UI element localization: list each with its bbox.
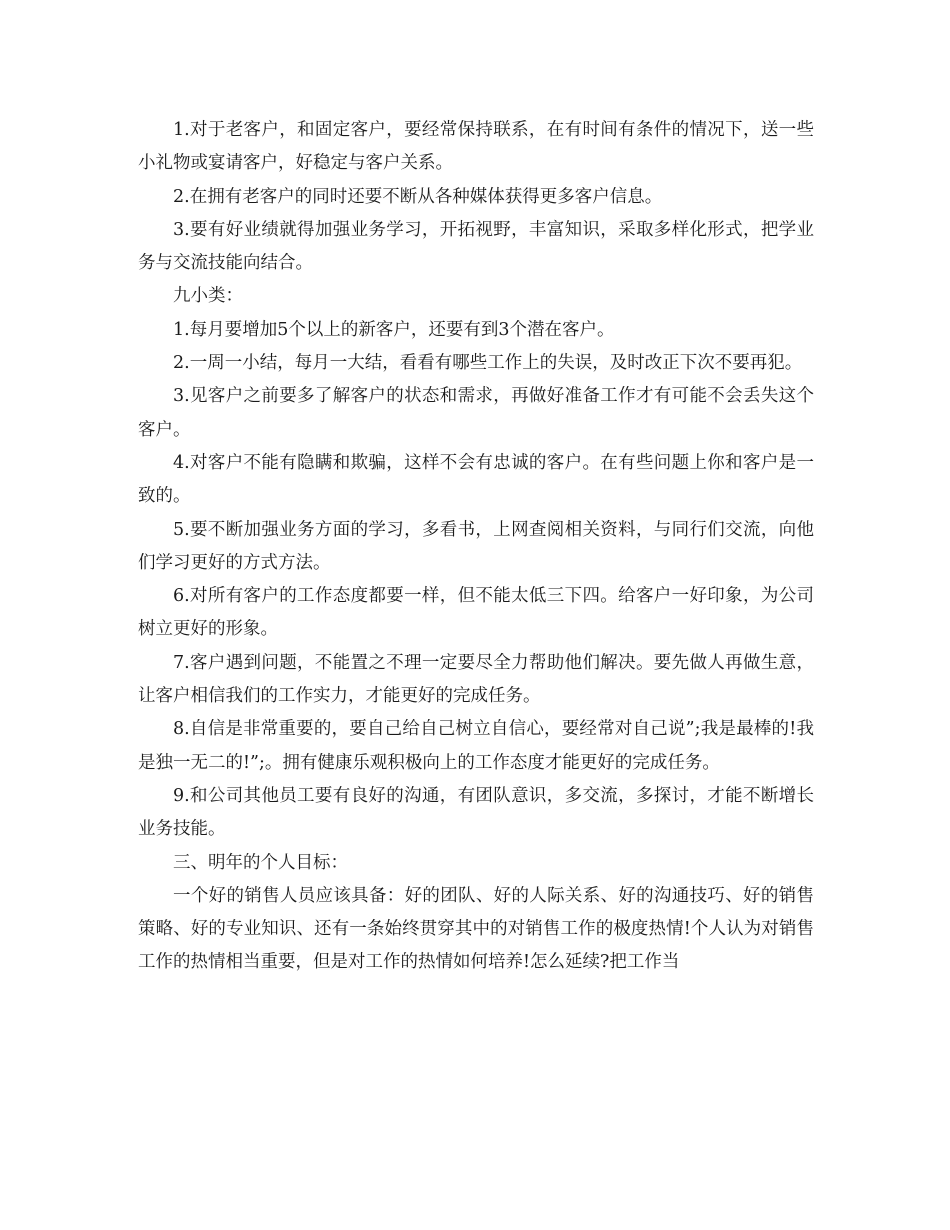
document-body bbox=[138, 114, 814, 980]
section-heading-personal-goals: 三、明年的个人目标： bbox=[173, 852, 348, 873]
paragraph-10: 6.对所有客户的工作态度都要一样，但不能太低三下四。给客户一好印象，为公司树立更好的形象。 bbox=[138, 586, 814, 640]
section-heading-nine-categories: 九小类： bbox=[173, 286, 243, 307]
paragraph-15: 一个好的销售人员应该具备：好的团队、好的人际关系、好的沟通技巧、好的销售策略、好的专业知识、还有一条始终贯穿其中的对销售工作的极度热情!个人认为对销售工作的热情相当重要，但是对工作的热情如何培养!怎么延续?把工作当 bbox=[138, 885, 814, 973]
paragraph-11: 7.客户遇到问题，不能置之不理一定要尽全力帮助他们解决。要先做人再做生意，让客户相信我们的工作实力，才能更好的完成任务。 bbox=[138, 652, 814, 707]
paragraph-3: 3.要有好业绩就得加强业务学习，开拓视野，丰富知识，采取多样化形式，把学业务与交流技能向结合。 bbox=[138, 219, 814, 274]
paragraph-7: 3.见客户之前要多了解客户的状态和需求，再做好准备工作才有可能不会丢失这个客户。 bbox=[138, 386, 814, 440]
paragraph-5: 1.每月要增加5个以上的新客户，还要有到3个潜在客户。 bbox=[173, 319, 615, 340]
paragraph-1: 1.对于老客户，和固定客户，要经常保持联系，在有时间有条件的情况下，送一些小礼物或宴请客户，好稳定与客户关系。 bbox=[138, 120, 814, 174]
paragraph-12: 8.自信是非常重要的，要自己给自己树立自信心，要经常对自己说”;我是最棒的!我是独一无二的!”;。拥有健康乐观积极向上的工作态度才能更好的完成任务。 bbox=[138, 719, 814, 773]
paragraph-9: 5.要不断加强业务方面的学习，多看书，上网查阅相关资料，与同行们交流，向他们学习更好的方式方法。 bbox=[138, 519, 814, 573]
paragraph-13: 9.和公司其他员工要有良好的沟通，有团队意识，多交流，多探讨，才能不断增长业务技能。 bbox=[138, 785, 814, 840]
paragraph-8: 4.对客户不能有隐瞒和欺骗，这样不会有忠诚的客户。在有些问题上你和客户是一致的。 bbox=[138, 452, 814, 507]
paragraph-2: 2.在拥有老客户的同时还要不断从各种媒体获得更多客户信息。 bbox=[173, 186, 663, 207]
paragraph-6: 2.一周一小结，每月一大结，看看有哪些工作上的失误，及时改正下次不要再犯。 bbox=[173, 353, 803, 374]
